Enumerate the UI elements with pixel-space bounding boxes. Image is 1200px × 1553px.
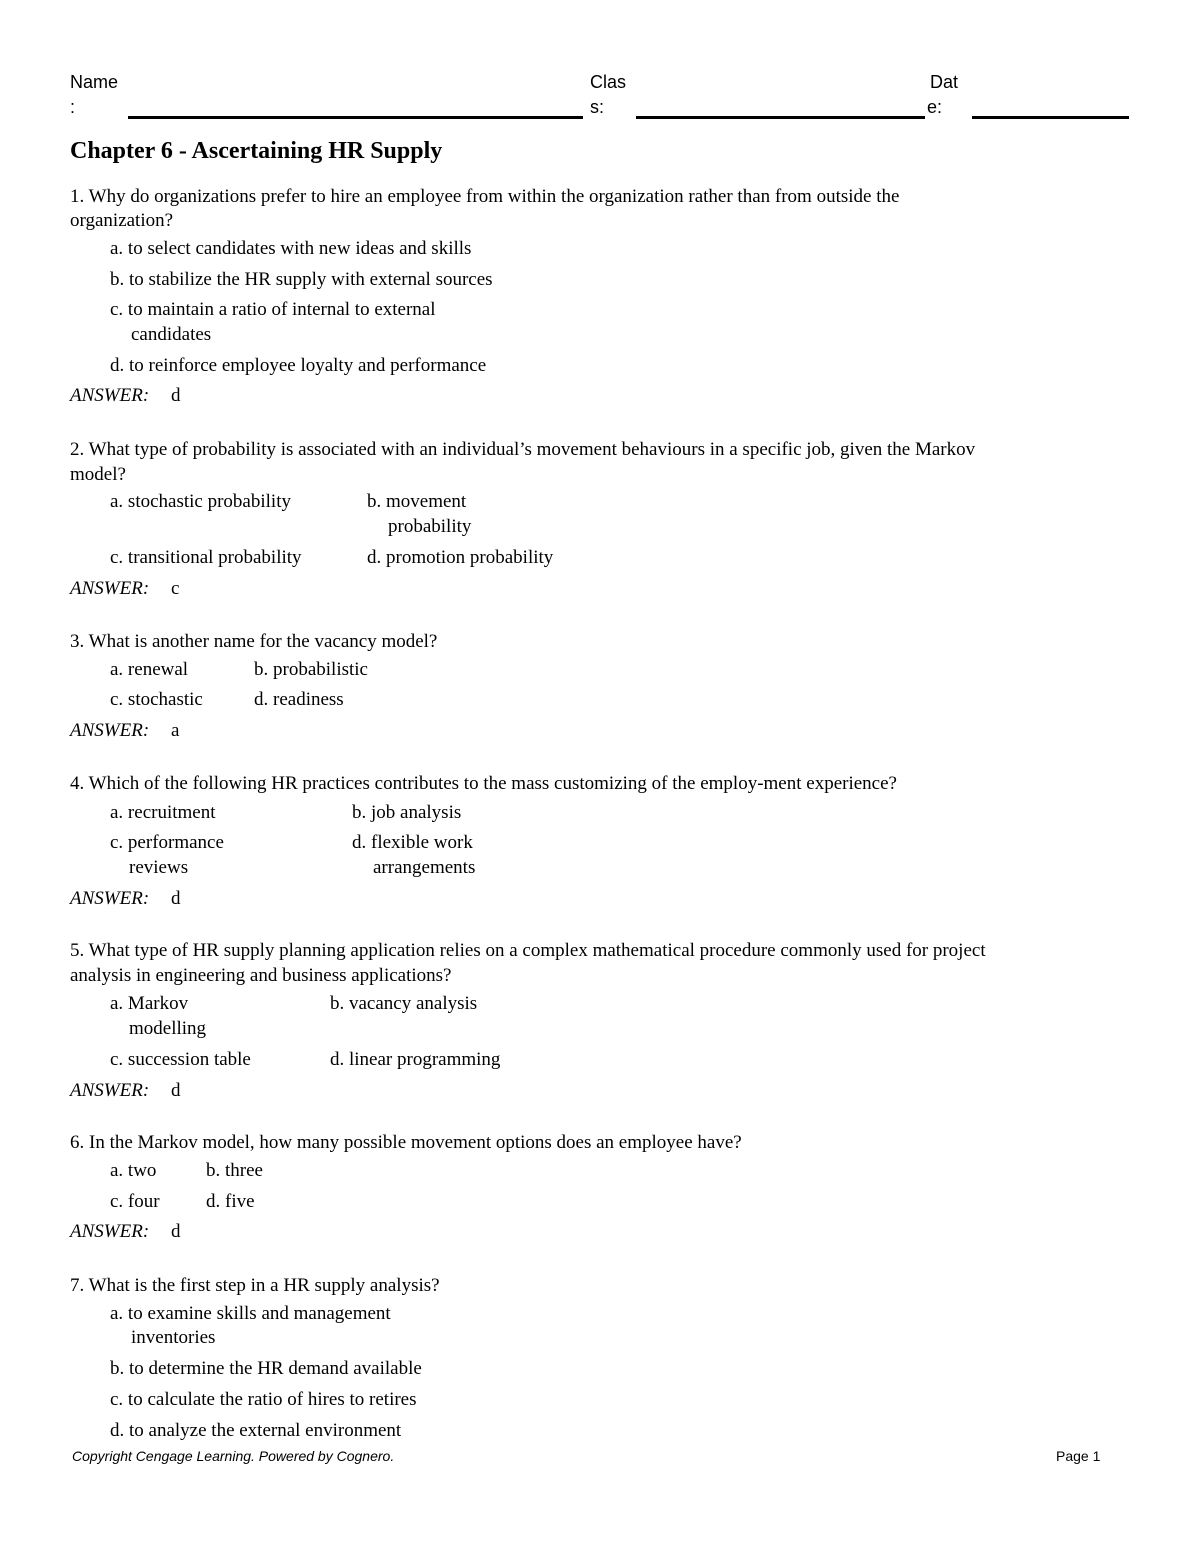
option-a: a. Markov [110,993,189,1014]
answer-label: ANSWER: [70,888,150,909]
page-number: Page 1 [1056,1448,1101,1464]
option-c-cont: candidates [131,324,212,345]
question-stem-line: 1. Why do organizations prefer to hire an employee from within the organization rather than from outside the [70,186,900,207]
answer-label: ANSWER: [70,1221,150,1242]
option-d: d. to analyze the external environment [110,1420,402,1441]
page-title: Chapter 6 - Ascertaining HR Supply [70,138,443,164]
date-label-suffix: e: [927,97,943,117]
class-label-suffix: s: [590,97,605,117]
name-field-line[interactable] [128,116,583,119]
option-c: c. four [110,1191,160,1212]
answer-label: ANSWER: [70,1080,150,1101]
option-c: c. to calculate the ratio of hires to retires [110,1389,417,1410]
option-a: a. to select candidates with new ideas and skills [110,238,472,259]
option-b: b. vacancy analysis [330,993,478,1014]
answer-value: d [171,1080,181,1101]
answer-label: ANSWER: [70,385,150,406]
option-b: b. probabilistic [254,659,368,680]
option-d: d. linear programming [330,1049,501,1070]
option-c: c. succession table [110,1049,251,1070]
question-stem-line: model? [70,464,126,485]
question-stem-line: 2. What type of probability is associated with an individual’s movement behaviours in a specific job, given the Markov [70,439,976,460]
question-stem-line: organization? [70,210,174,231]
class-field-line[interactable] [636,116,925,119]
option-a: a. stochastic probability [110,491,291,512]
option-a: a. renewal [110,659,189,680]
question-stem-line: 7. What is the first step in a HR supply analysis? [70,1275,440,1296]
option-c: c. transitional probability [110,547,302,568]
option-d: d. five [206,1191,255,1212]
option-a-cont: modelling [129,1018,207,1039]
date-field-line[interactable] [972,116,1129,119]
option-d: d. flexible work [352,832,473,853]
option-a: a. two [110,1160,157,1181]
copyright-notice: Copyright Cengage Learning. Powered by Cognero. [72,1448,395,1464]
question-stem-line: 5. What type of HR supply planning application relies on a complex mathematical procedure commonly used for project [70,940,986,961]
option-c: c. to maintain a ratio of internal to external [110,299,436,320]
option-d: d. to reinforce employee loyalty and performance [110,355,487,376]
option-c: c. performance [110,832,224,853]
option-a: a. to examine skills and management [110,1303,391,1324]
option-b: b. movement [367,491,467,512]
date-label: Dat [930,72,959,92]
answer-label: ANSWER: [70,720,150,741]
option-c: c. stochastic [110,689,203,710]
option-d: d. promotion probability [367,547,554,568]
question-stem-line: 3. What is another name for the vacancy model? [70,631,438,652]
option-b: b. three [206,1160,263,1181]
class-label: Clas [590,72,627,92]
answer-value: c [171,578,180,599]
question-stem-line: 4. Which of the following HR practices contributes to the mass customizing of the employ-ment experience? [70,773,897,794]
name-label-colon: : [70,97,76,117]
answer-value: a [171,720,180,741]
answer-label: ANSWER: [70,578,150,599]
option-b: b. to determine the HR demand available [110,1358,422,1379]
answer-value: d [171,1221,181,1242]
option-a: a. recruitment [110,802,216,823]
option-b-cont: probability [388,516,472,537]
option-b: b. to stabilize the HR supply with external sources [110,269,493,290]
name-label: Name [70,72,119,92]
option-d: d. readiness [254,689,344,710]
option-a-cont: inventories [131,1327,216,1348]
option-d-cont: arrangements [373,857,476,878]
question-stem-line: 6. In the Markov model, how many possible movement options does an employee have? [70,1132,742,1153]
answer-value: d [171,888,181,909]
option-b: b. job analysis [352,802,462,823]
answer-value: d [171,385,181,406]
option-c-cont: reviews [129,857,189,878]
question-stem-line: analysis in engineering and business applications? [70,965,452,986]
